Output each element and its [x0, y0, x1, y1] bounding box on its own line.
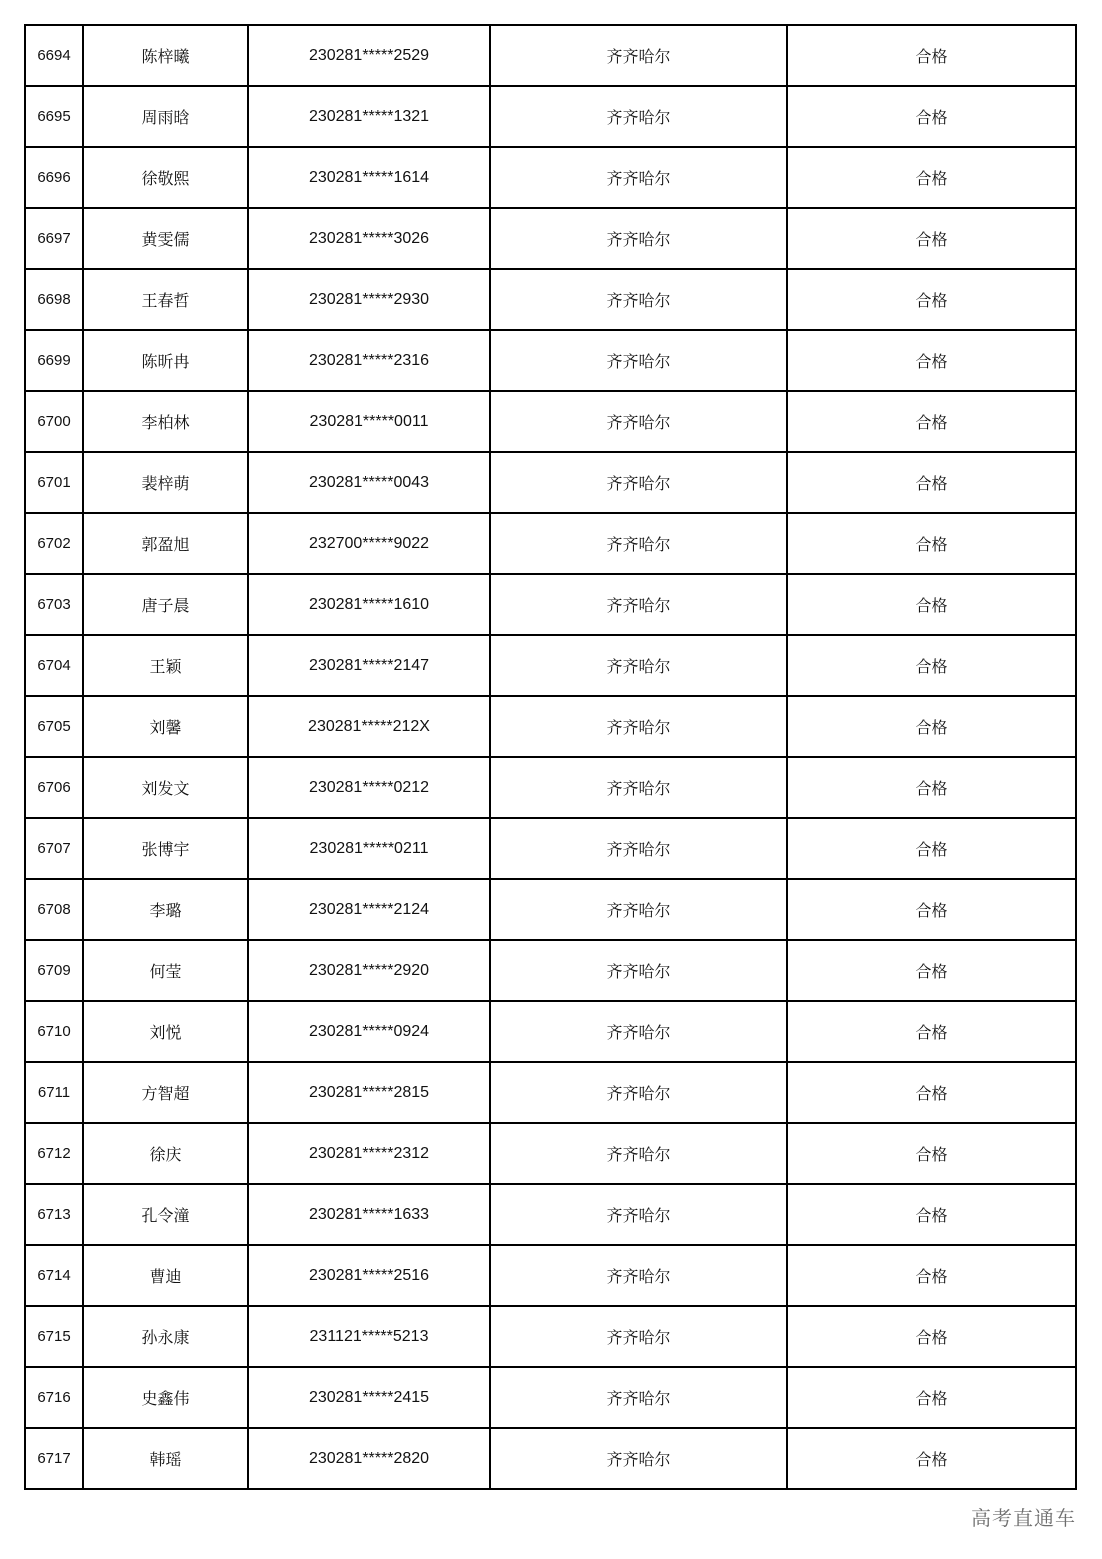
city-cell: 齐齐哈尔 — [490, 513, 787, 574]
city-cell: 齐齐哈尔 — [490, 269, 787, 330]
table-row — [25, 635, 1076, 696]
row-number-cell: 6711 — [25, 1062, 83, 1123]
table-row — [25, 940, 1076, 1001]
result-status-cell: 合格 — [787, 757, 1076, 818]
row-number-cell: 6699 — [25, 330, 83, 391]
row-number-cell: 6697 — [25, 208, 83, 269]
id-number-cell: 230281*****2415 — [248, 1367, 490, 1428]
city-cell: 齐齐哈尔 — [490, 818, 787, 879]
city-cell: 齐齐哈尔 — [490, 1062, 787, 1123]
table-row — [25, 208, 1076, 269]
id-number-cell: 230281*****2815 — [248, 1062, 490, 1123]
result-status-cell: 合格 — [787, 1184, 1076, 1245]
table-row — [25, 1245, 1076, 1306]
id-number-cell: 230281*****212X — [248, 696, 490, 757]
id-number-cell: 230281*****2147 — [248, 635, 490, 696]
row-number-cell: 6708 — [25, 879, 83, 940]
candidate-name-cell: 陈梓曦 — [83, 25, 248, 86]
row-number-cell: 6710 — [25, 1001, 83, 1062]
row-number-cell: 6694 — [25, 25, 83, 86]
id-number-cell: 230281*****1614 — [248, 147, 490, 208]
table-row — [25, 1184, 1076, 1245]
row-number-cell: 6717 — [25, 1428, 83, 1489]
result-status-cell: 合格 — [787, 25, 1076, 86]
result-status-cell: 合格 — [787, 391, 1076, 452]
table-row — [25, 391, 1076, 452]
row-number-cell: 6698 — [25, 269, 83, 330]
table-row — [25, 1367, 1076, 1428]
watermark: 高考直通车 — [971, 1506, 1076, 1530]
result-status-cell: 合格 — [787, 1123, 1076, 1184]
candidate-name-cell: 唐子晨 — [83, 574, 248, 635]
row-number-cell: 6716 — [25, 1367, 83, 1428]
table-row — [25, 330, 1076, 391]
result-status-cell: 合格 — [787, 269, 1076, 330]
result-status-cell: 合格 — [787, 1062, 1076, 1123]
candidate-name-cell: 刘悦 — [83, 1001, 248, 1062]
id-number-cell: 230281*****2920 — [248, 940, 490, 1001]
result-status-cell: 合格 — [787, 1367, 1076, 1428]
candidate-name-cell: 徐敬熙 — [83, 147, 248, 208]
id-number-cell: 230281*****1610 — [248, 574, 490, 635]
id-number-cell: 230281*****2516 — [248, 1245, 490, 1306]
result-status-cell: 合格 — [787, 452, 1076, 513]
id-number-cell: 230281*****1633 — [248, 1184, 490, 1245]
city-cell: 齐齐哈尔 — [490, 940, 787, 1001]
city-cell: 齐齐哈尔 — [490, 879, 787, 940]
row-number-cell: 6712 — [25, 1123, 83, 1184]
id-number-cell: 230281*****0011 — [248, 391, 490, 452]
id-number-cell: 230281*****2930 — [248, 269, 490, 330]
city-cell: 齐齐哈尔 — [490, 574, 787, 635]
row-number-cell: 6700 — [25, 391, 83, 452]
table-row — [25, 25, 1076, 86]
city-cell: 齐齐哈尔 — [490, 330, 787, 391]
candidate-name-cell: 陈昕冉 — [83, 330, 248, 391]
candidate-name-cell: 韩瑶 — [83, 1428, 248, 1489]
results-table — [24, 24, 1077, 1490]
table-row — [25, 818, 1076, 879]
id-number-cell: 231121*****5213 — [248, 1306, 490, 1367]
row-number-cell: 6703 — [25, 574, 83, 635]
candidate-name-cell: 张博宇 — [83, 818, 248, 879]
result-status-cell: 合格 — [787, 513, 1076, 574]
city-cell: 齐齐哈尔 — [490, 86, 787, 147]
city-cell: 齐齐哈尔 — [490, 635, 787, 696]
row-number-cell: 6704 — [25, 635, 83, 696]
results-table-body — [25, 25, 1076, 1489]
result-status-cell: 合格 — [787, 86, 1076, 147]
row-number-cell: 6715 — [25, 1306, 83, 1367]
row-number-cell: 6695 — [25, 86, 83, 147]
row-number-cell: 6696 — [25, 147, 83, 208]
row-number-cell: 6707 — [25, 818, 83, 879]
row-number-cell: 6714 — [25, 1245, 83, 1306]
candidate-name-cell: 孔令潼 — [83, 1184, 248, 1245]
id-number-cell: 230281*****0924 — [248, 1001, 490, 1062]
table-row — [25, 757, 1076, 818]
candidate-name-cell: 黄雯儒 — [83, 208, 248, 269]
id-number-cell: 230281*****2529 — [248, 25, 490, 86]
id-number-cell: 230281*****2124 — [248, 879, 490, 940]
id-number-cell: 230281*****2312 — [248, 1123, 490, 1184]
row-number-cell: 6706 — [25, 757, 83, 818]
table-row — [25, 574, 1076, 635]
table-row — [25, 1428, 1076, 1489]
city-cell: 齐齐哈尔 — [490, 147, 787, 208]
city-cell: 齐齐哈尔 — [490, 452, 787, 513]
row-number-cell: 6702 — [25, 513, 83, 574]
result-status-cell: 合格 — [787, 879, 1076, 940]
table-row — [25, 147, 1076, 208]
row-number-cell: 6705 — [25, 696, 83, 757]
candidate-name-cell: 刘馨 — [83, 696, 248, 757]
city-cell: 齐齐哈尔 — [490, 1184, 787, 1245]
table-row — [25, 879, 1076, 940]
id-number-cell: 230281*****1321 — [248, 86, 490, 147]
id-number-cell: 230281*****3026 — [248, 208, 490, 269]
result-status-cell: 合格 — [787, 1001, 1076, 1062]
result-status-cell: 合格 — [787, 635, 1076, 696]
candidate-name-cell: 裴梓萌 — [83, 452, 248, 513]
table-row — [25, 86, 1076, 147]
city-cell: 齐齐哈尔 — [490, 1245, 787, 1306]
city-cell: 齐齐哈尔 — [490, 391, 787, 452]
candidate-name-cell: 刘发文 — [83, 757, 248, 818]
row-number-cell: 6701 — [25, 452, 83, 513]
result-status-cell: 合格 — [787, 1306, 1076, 1367]
city-cell: 齐齐哈尔 — [490, 25, 787, 86]
table-row — [25, 452, 1076, 513]
candidate-name-cell: 周雨晗 — [83, 86, 248, 147]
id-number-cell: 230281*****0211 — [248, 818, 490, 879]
row-number-cell: 6709 — [25, 940, 83, 1001]
candidate-name-cell: 徐庆 — [83, 1123, 248, 1184]
city-cell: 齐齐哈尔 — [490, 696, 787, 757]
id-number-cell: 230281*****0212 — [248, 757, 490, 818]
table-row — [25, 269, 1076, 330]
table-row — [25, 1123, 1076, 1184]
result-status-cell: 合格 — [787, 696, 1076, 757]
result-status-cell: 合格 — [787, 1428, 1076, 1489]
candidate-name-cell: 李璐 — [83, 879, 248, 940]
city-cell: 齐齐哈尔 — [490, 1306, 787, 1367]
city-cell: 齐齐哈尔 — [490, 208, 787, 269]
candidate-name-cell: 史鑫伟 — [83, 1367, 248, 1428]
id-number-cell: 230281*****2316 — [248, 330, 490, 391]
candidate-name-cell: 王春哲 — [83, 269, 248, 330]
candidate-name-cell: 何莹 — [83, 940, 248, 1001]
candidate-name-cell: 孙永康 — [83, 1306, 248, 1367]
table-row — [25, 1001, 1076, 1062]
city-cell: 齐齐哈尔 — [490, 1367, 787, 1428]
id-number-cell: 232700*****9022 — [248, 513, 490, 574]
table-row — [25, 696, 1076, 757]
city-cell: 齐齐哈尔 — [490, 1001, 787, 1062]
result-status-cell: 合格 — [787, 208, 1076, 269]
city-cell: 齐齐哈尔 — [490, 1123, 787, 1184]
result-status-cell: 合格 — [787, 574, 1076, 635]
candidate-name-cell: 方智超 — [83, 1062, 248, 1123]
id-number-cell: 230281*****2820 — [248, 1428, 490, 1489]
candidate-name-cell: 王颖 — [83, 635, 248, 696]
candidate-name-cell: 郭盈旭 — [83, 513, 248, 574]
result-status-cell: 合格 — [787, 940, 1076, 1001]
city-cell: 齐齐哈尔 — [490, 1428, 787, 1489]
candidate-name-cell: 曹迪 — [83, 1245, 248, 1306]
city-cell: 齐齐哈尔 — [490, 757, 787, 818]
row-number-cell: 6713 — [25, 1184, 83, 1245]
table-row — [25, 1306, 1076, 1367]
table-row — [25, 1062, 1076, 1123]
id-number-cell: 230281*****0043 — [248, 452, 490, 513]
result-status-cell: 合格 — [787, 147, 1076, 208]
result-status-cell: 合格 — [787, 330, 1076, 391]
result-status-cell: 合格 — [787, 1245, 1076, 1306]
table-row — [25, 513, 1076, 574]
candidate-name-cell: 李柏林 — [83, 391, 248, 452]
result-status-cell: 合格 — [787, 818, 1076, 879]
